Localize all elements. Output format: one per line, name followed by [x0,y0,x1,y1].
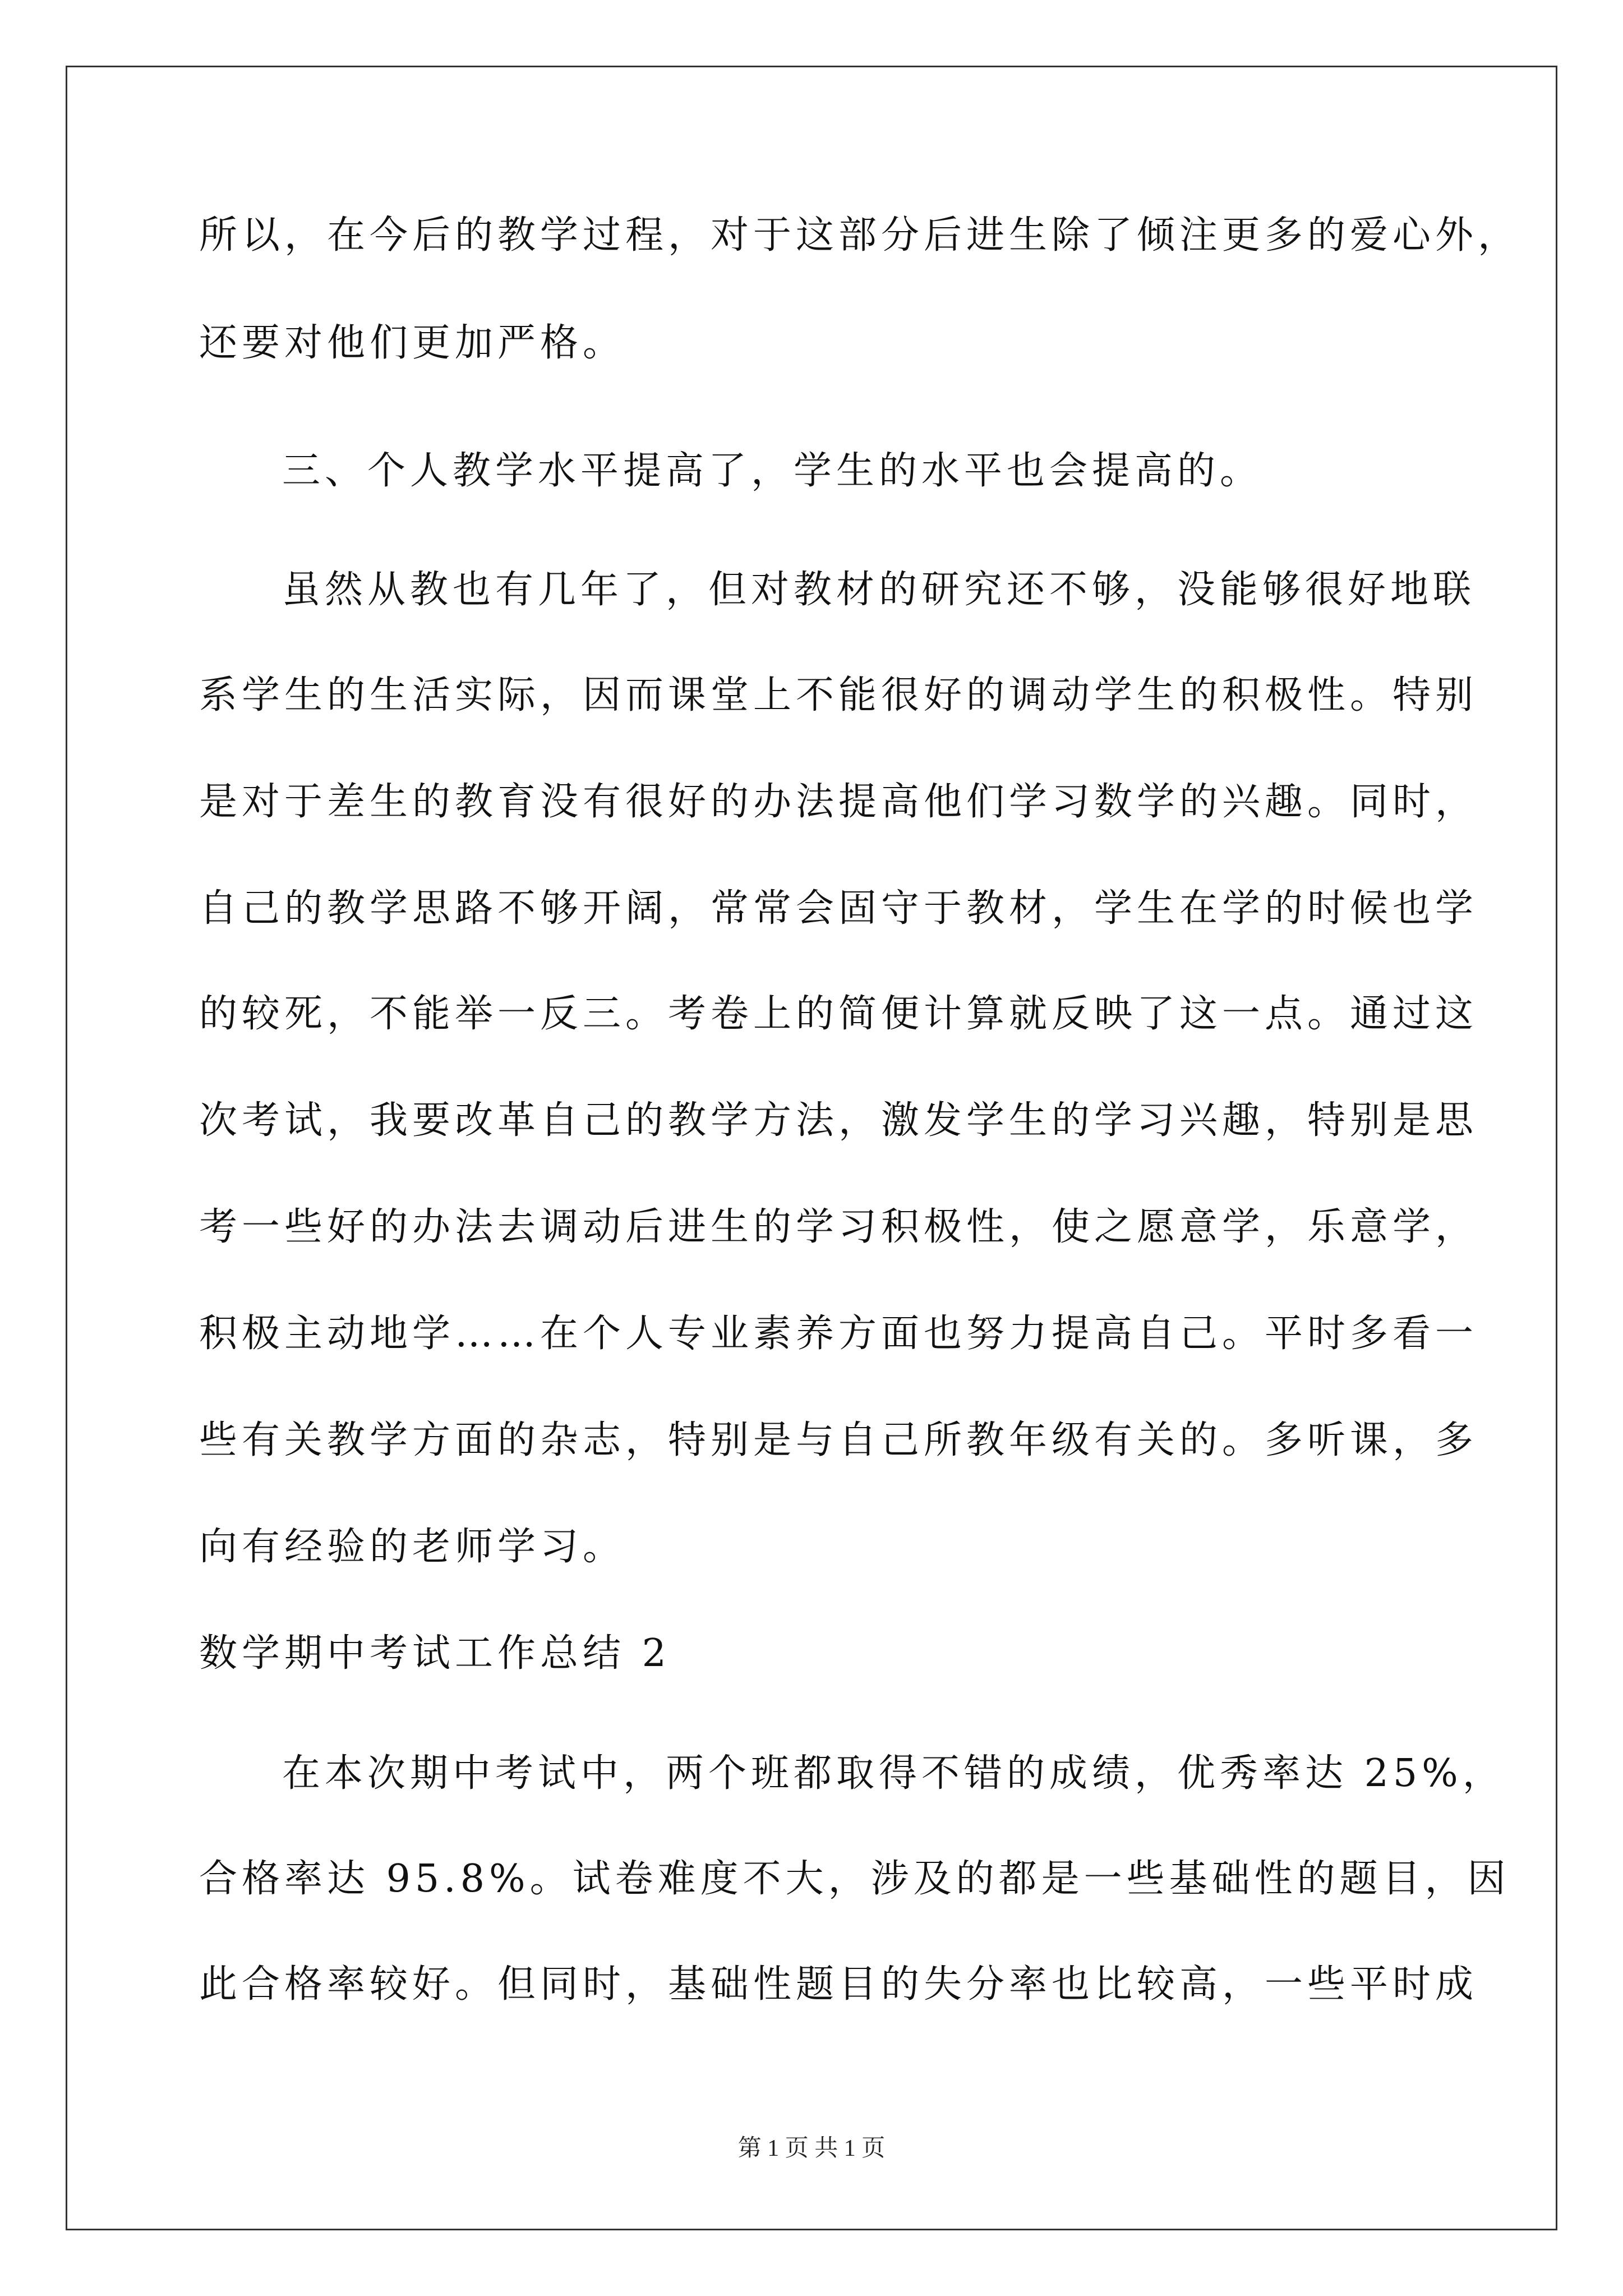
paragraph-line: 在本次期中考试中，两个班都取得不错的成绩，优秀率达 25%， [282,1751,1505,1796]
section-heading: 三、个人教学水平提高了，学生的水平也会提高的。 [282,449,1263,493]
page-footer: 第 1 页 共 1 页 [737,2136,886,2161]
paragraph-line: 还要对他们更加严格。 [199,321,626,365]
paragraph-line: 合格率达 95.8%。试卷难度不大，涉及的都是一些基础性的题目，因 [199,1857,1510,1901]
paragraph-line: 积极主动地学……在个人专业素养方面也努力提高自己。平时多看一 [199,1312,1478,1356]
paragraph-line: 所以，在今后的教学过程，对于这部分后进生除了倾注更多的爱心外， [199,213,1521,257]
paragraph-line: 向有经验的老师学习。 [199,1525,626,1569]
paragraph-line: 的较死，不能举一反三。考卷上的简便计算就反映了这一点。通过这 [199,992,1478,1036]
paragraph-line: 是对于差生的教育没有很好的办法提高他们学习数学的兴趣。同时， [199,780,1478,824]
paragraph-line: 些有关教学方面的杂志，特别是与自己所教年级有关的。多听课，多 [199,1418,1478,1462]
paragraph-line: 考一些好的办法去调动后进生的学习积极性，使之愿意学，乐意学， [199,1205,1478,1249]
paragraph-line: 系学生的生活实际，因而课堂上不能很好的调动学生的积极性。特别 [199,673,1478,717]
paragraph-line: 虽然从教也有几年了，但对教材的研究还不够，没能够很好地联 [282,568,1476,612]
paragraph-line: 次考试，我要改革自己的教学方法，激发学生的学习兴趣，特别是思 [199,1098,1478,1143]
paragraph-line: 自己的教学思路不够开阔，常常会固守于教材，学生在学的时候也学 [199,886,1478,931]
section-title: 数学期中考试工作总结 2 [199,1631,671,1676]
paragraph-line: 此合格率较好。但同时，基础性题目的失分率也比较高，一些平时成 [199,1962,1478,2007]
